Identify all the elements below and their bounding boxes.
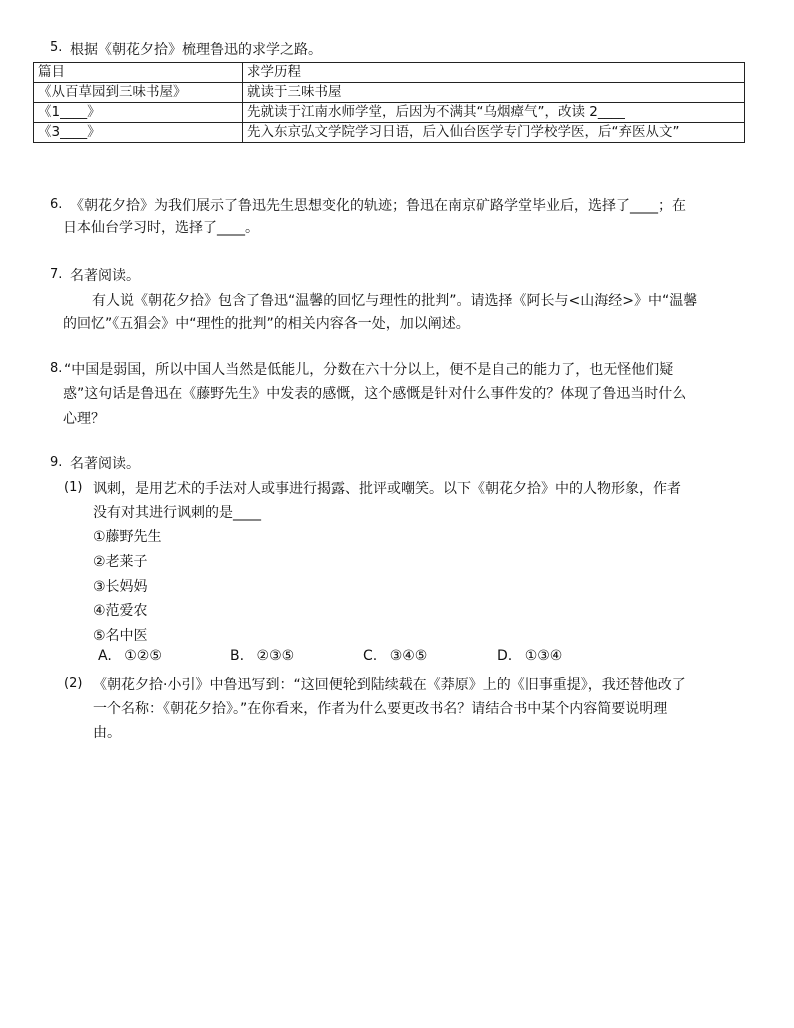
q7-line: 的回忆”《五猖会》中“理性的批判”的相关内容各一处，加以阐述。 bbox=[63, 316, 470, 332]
list-item: ④范爱农 bbox=[93, 603, 148, 619]
q9-sub2-line: 由。 bbox=[93, 725, 121, 741]
option-c[interactable] bbox=[363, 648, 427, 664]
q9-number: 9. bbox=[50, 455, 63, 470]
q8-line: 惑”这句话是鲁迅在《藤野先生》中发表的感慨，这个感慨是针对什么事件发的？体现了鲁迅当时什么 bbox=[63, 386, 687, 402]
q8-line: 心理？ bbox=[63, 411, 105, 427]
option-value: ③④⑤ bbox=[389, 648, 428, 664]
option-a[interactable] bbox=[98, 648, 162, 664]
q9-sub2-line: 一个名称：《朝花夕拾》。”在你看来，作者为什么要更改书名？请结合书中某个内容简要说明理 bbox=[93, 701, 668, 717]
q5-text: 根据《朝花夕拾》梳理鲁迅的求学之路。 bbox=[70, 42, 322, 58]
q9-title: 名著阅读。 bbox=[70, 456, 140, 472]
table-row bbox=[34, 103, 745, 123]
q9-sub2-line: 《朝花夕拾·小引》中鲁迅写到：“这回便轮到陆续载在《莽原》上的《旧事重提》，我还替他改了 bbox=[93, 677, 686, 693]
table-cell: 先入东京弘文学院学习日语，后入仙台医学专门学校学医，后“弃医从文” bbox=[243, 123, 745, 143]
q9-sub1-line: 没有对其进行讽刺的是____ bbox=[93, 505, 261, 521]
table-header-cell: 篇目 bbox=[34, 63, 243, 83]
option-b[interactable] bbox=[230, 648, 294, 664]
table-cell: 《1____》 bbox=[34, 103, 243, 123]
q5-number: 5. bbox=[50, 40, 63, 55]
option-value: ②③⑤ bbox=[256, 648, 295, 664]
q7-line: 有人说《朝花夕拾》包含了鲁迅“温馨的回忆与理性的批判”。请选择《阿长与<山海经>》中“温馨 bbox=[92, 293, 698, 309]
table-cell: 《3____》 bbox=[34, 123, 243, 143]
option-label: D. bbox=[497, 648, 513, 664]
option-d[interactable] bbox=[497, 648, 562, 664]
table-header-cell: 求学历程 bbox=[243, 63, 745, 83]
table-cell: 就读于三味书屋 bbox=[243, 83, 745, 103]
list-item: ③长妈妈 bbox=[93, 579, 148, 595]
q9-sub2-number: (2) bbox=[64, 676, 83, 691]
q9-sub1-number: (1) bbox=[64, 480, 83, 495]
option-label: C. bbox=[363, 648, 378, 664]
option-label: B. bbox=[230, 648, 245, 664]
q7-title: 名著阅读。 bbox=[70, 268, 140, 284]
table-header-row bbox=[34, 63, 745, 83]
study-path-table bbox=[33, 62, 745, 143]
table-cell: 《从百草园到三味书屋》 bbox=[34, 83, 243, 103]
q8-line: “中国是弱国，所以中国人当然是低能儿，分数在六十分以上，便不是自己的能力了，也无怪他们疑 bbox=[64, 362, 674, 378]
q7-number: 7. bbox=[50, 267, 63, 282]
option-value: ①②⑤ bbox=[124, 648, 162, 664]
table-cell: 先就读于江南水师学堂，后因为不满其“乌烟瘴气”，改读 2____ bbox=[243, 103, 745, 123]
q8-number: 8. bbox=[50, 361, 63, 376]
q6-line: 《朝花夕拾》为我们展示了鲁迅先生思想变化的轨迹；鲁迅在南京矿路学堂毕业后，选择了____；在 bbox=[70, 198, 686, 214]
q9-sub1-line: 讽刺，是用艺术的手法对人或事进行揭露、批评或嘲笑。以下《朝花夕拾》中的人物形象，作者 bbox=[93, 481, 681, 497]
list-item: ②老莱子 bbox=[93, 554, 148, 570]
option-label: A. bbox=[98, 648, 112, 664]
table-row bbox=[34, 83, 745, 103]
table-row bbox=[34, 123, 745, 143]
option-value: ①③④ bbox=[524, 648, 563, 664]
q6-line: 日本仙台学习时，选择了____。 bbox=[63, 220, 259, 236]
list-item: ⑤名中医 bbox=[93, 628, 148, 644]
list-item: ①藤野先生 bbox=[93, 529, 162, 545]
q6-number: 6. bbox=[50, 197, 63, 212]
